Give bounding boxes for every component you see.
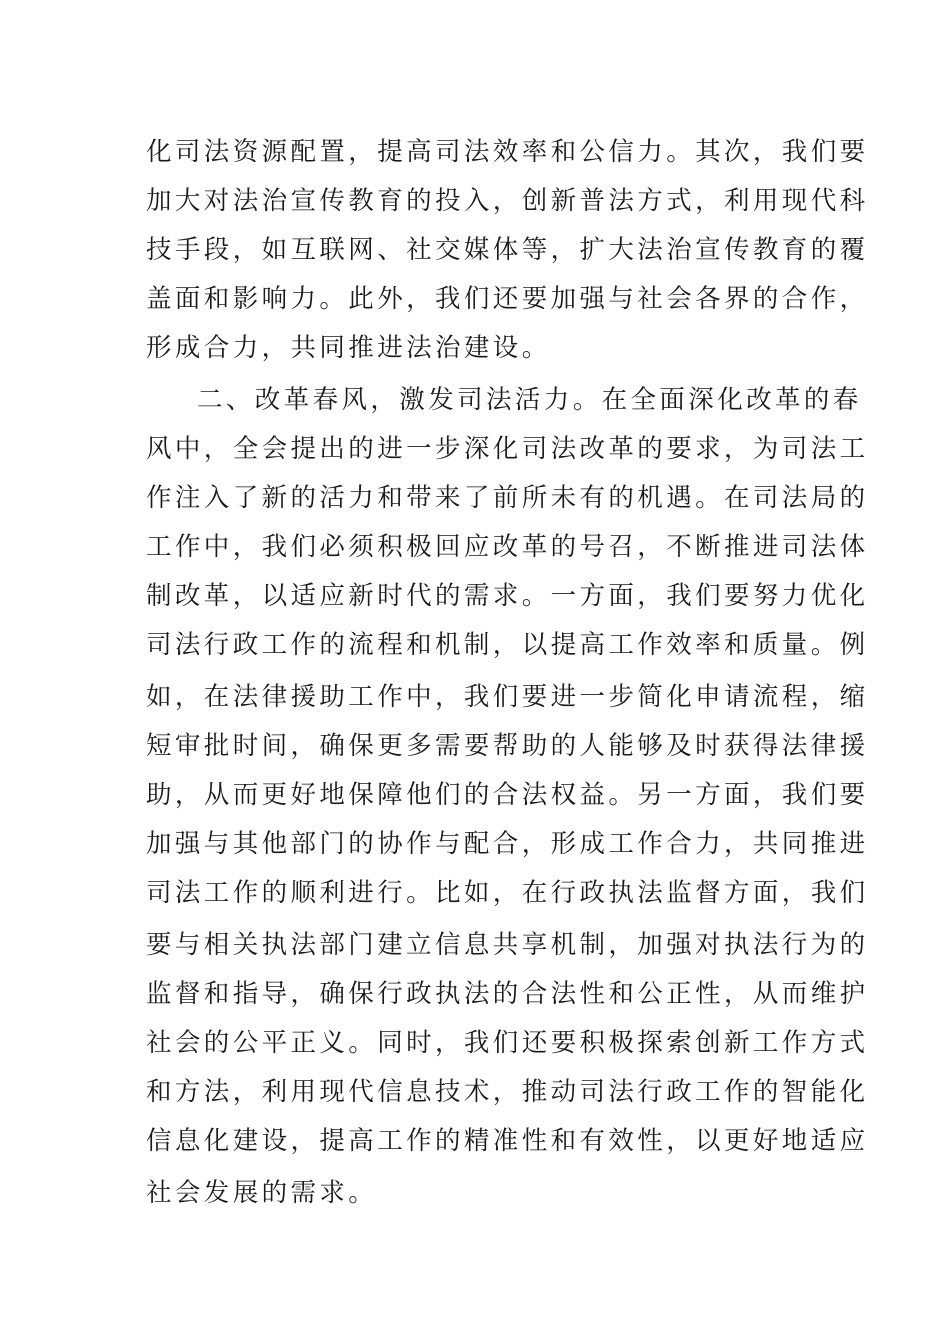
text-line: 制改革，以适应新时代的需求。一方面，我们要努力优化 bbox=[146, 581, 869, 611]
text-line: 监督和指导，确保行政执法的合法性和公正性，从而维护 bbox=[146, 979, 869, 1009]
text-line: 化司法资源配置，提高司法效率和公信力。其次，我们要 bbox=[146, 137, 869, 167]
text-line: 技手段，如互联网、社交媒体等，扩大法治宣传教育的覆 bbox=[146, 235, 869, 265]
text-line: 司法行政工作的流程和机制，以提高工作效率和质量。例 bbox=[146, 630, 869, 660]
text-line: 和方法，利用现代信息技术，推动司法行政工作的智能化 bbox=[146, 1077, 869, 1107]
text-line: 社会的公平正义。同时，我们还要积极探索创新工作方式 bbox=[146, 1028, 869, 1058]
text-line: 作注入了新的活力和带来了前所未有的机遇。在司法局的 bbox=[146, 483, 869, 513]
text-line: 加强与其他部门的协作与配合，形成工作合力，共同推进 bbox=[146, 829, 869, 859]
paragraph-heading-line: 二、改革春风，激发司法活力。在全面深化改革的春 bbox=[197, 385, 862, 415]
text-line: 要与相关执法部门建立信息共享机制，加强对执法行为的 bbox=[146, 930, 869, 960]
text-line: 社会发展的需求。 bbox=[146, 1178, 378, 1208]
text-line: 助，从而更好地保障他们的合法权益。另一方面，我们要 bbox=[146, 780, 869, 810]
text-line: 司法工作的顺利进行。比如，在行政执法监督方面，我们 bbox=[146, 878, 869, 908]
text-line: 工作中，我们必须积极回应改革的号召，不断推进司法体 bbox=[146, 532, 869, 562]
text-line: 如，在法律援助工作中，我们要进一步简化申请流程，缩 bbox=[146, 682, 869, 712]
text-line: 形成合力，共同推进法治建设。 bbox=[146, 333, 551, 363]
text-line: 加大对法治宣传教育的投入，创新普法方式，利用现代科 bbox=[146, 186, 869, 216]
text-line: 信息化建设，提高工作的精准性和有效性，以更好地适应 bbox=[146, 1126, 869, 1156]
text-line: 短审批时间，确保更多需要帮助的人能够及时获得法律援 bbox=[146, 731, 869, 761]
text-line: 风中，全会提出的进一步深化司法改革的要求，为司法工 bbox=[146, 434, 869, 464]
text-line: 盖面和影响力。此外，我们还要加强与社会各界的合作， bbox=[146, 284, 869, 314]
